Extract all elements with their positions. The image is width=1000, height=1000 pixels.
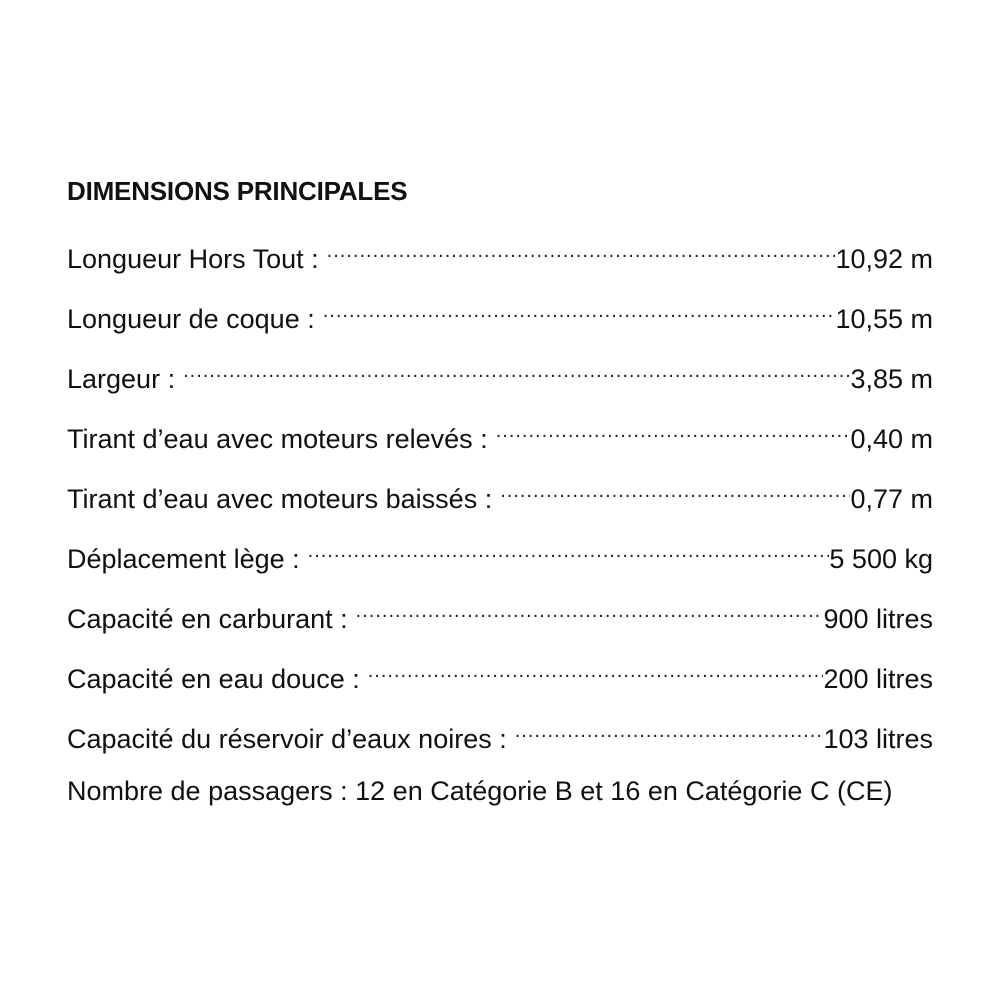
spec-label: Capacité du réservoir d’eaux noires : (67, 724, 507, 754)
dot-leader (327, 234, 836, 268)
spec-label: Longueur de coque : (67, 304, 315, 334)
spec-label: Largeur : (67, 364, 176, 394)
dot-leader (308, 534, 830, 568)
dot-leader (323, 294, 836, 328)
spec-value: 10,55 m (835, 304, 933, 334)
spec-row-eaux-noires (67, 714, 933, 774)
spec-row-passagers (67, 774, 933, 834)
spec-row-longueur-coque (67, 294, 933, 354)
dot-leader (496, 414, 851, 448)
spec-value: 200 litres (823, 664, 933, 694)
spec-label: Déplacement lège : (67, 544, 300, 574)
spec-value: 103 litres (823, 724, 933, 754)
spec-label: Longueur Hors Tout : (67, 244, 319, 274)
spec-row-largeur (67, 354, 933, 414)
spec-value: 5 500 kg (829, 544, 933, 574)
dot-leader (183, 354, 850, 388)
spec-label: Tirant d’eau avec moteurs relevés : (67, 424, 488, 454)
dot-leader (500, 474, 850, 508)
spec-value: 0,40 m (850, 424, 933, 454)
section-title: DIMENSIONS PRINCIPALES (67, 176, 408, 206)
dot-leader (356, 594, 824, 628)
spec-label: Capacité en eau douce : (67, 664, 360, 694)
spec-label: Tirant d’eau avec moteurs baissés : (67, 484, 493, 514)
spec-sheet (67, 174, 933, 834)
spec-row-longueur-hors-tout (67, 234, 933, 294)
spec-row-tirant-eau-baisses (67, 474, 933, 534)
spec-row-eau-douce (67, 654, 933, 714)
dot-leader (368, 654, 824, 688)
spec-row-carburant (67, 594, 933, 654)
spec-value: 3,85 m (850, 364, 933, 394)
spec-value: 900 litres (823, 604, 933, 634)
dot-leader (515, 714, 824, 748)
passengers-text: Nombre de passagers : 12 en Catégorie B et 16 en Catégorie C (CE) (67, 776, 893, 806)
spec-value: 10,92 m (835, 244, 933, 274)
spec-list (67, 234, 933, 834)
spec-value: 0,77 m (850, 484, 933, 514)
spec-row-deplacement-lege (67, 534, 933, 594)
spec-row-tirant-eau-releves (67, 414, 933, 474)
spec-label: Capacité en carburant : (67, 604, 348, 634)
